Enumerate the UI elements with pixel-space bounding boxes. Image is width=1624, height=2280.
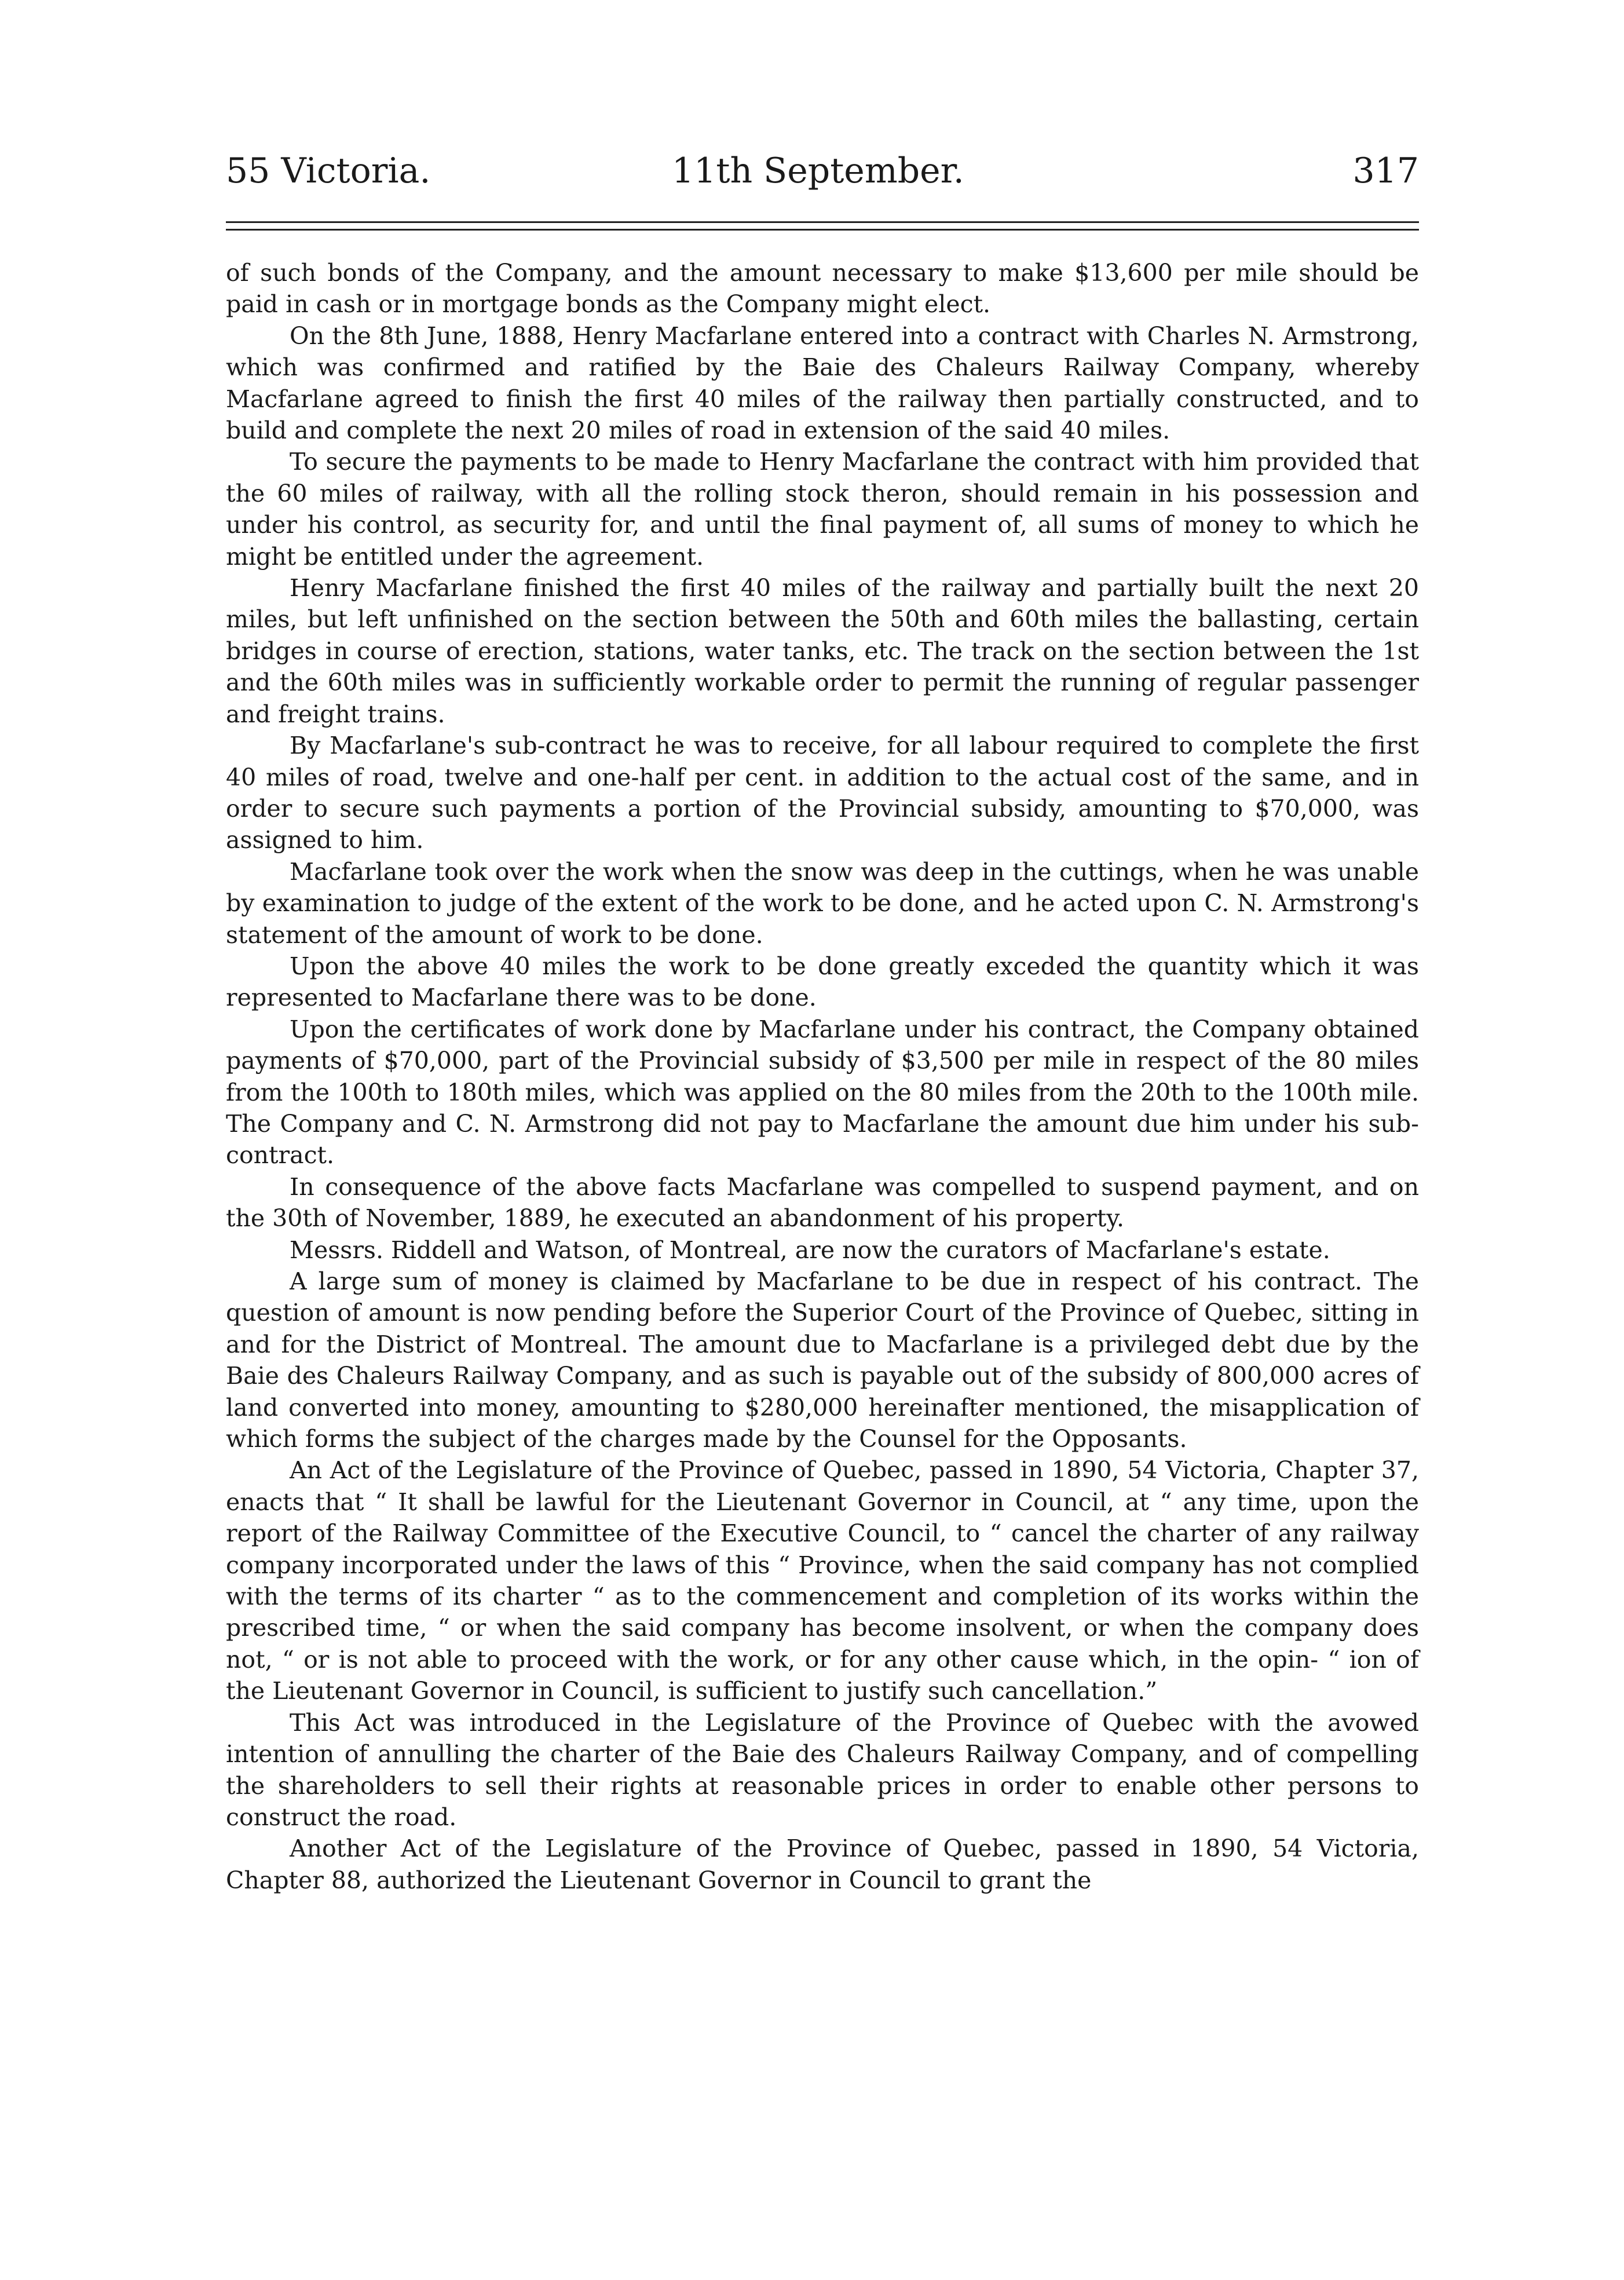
paragraph: In consequence of the above facts Macfarlane was compelled to suspend payment, and on the 30th of November, 1889, he executed an abandonment of his property.	[226, 1172, 1419, 1233]
header-session: 55 Victoria.	[226, 151, 431, 191]
paragraph-continued: of such bonds of the Company, and the amount necessary to make $13,600 per mile should be paid in cash or in mortgage bonds as the Company might elect.	[226, 259, 1419, 319]
document-page	[226, 145, 1419, 1896]
paragraph: Macfarlane took over the work when the snow was deep in the cuttings, when he was unable by examination to judge of the extent of the work to be done, and he acted upon C. N. Armstrong's statement of the amount of work to be done.	[226, 857, 1419, 949]
paragraph: By Macfarlane's sub-contract he was to receive, for all labour required to complete the first 40 miles of road, twelve and one-half per cent. in addition to the actual cost of the same, and in order to secure such payments a portion of the Provincial subsidy, amounting to $70,000, was assigned to him.	[226, 732, 1419, 854]
paragraph: On the 8th June, 1888, Henry Macfarlane entered into a contract with Charles N. Armstrong, which was confirmed and ratified by the Baie des Chaleurs Railway Company, whereby Macfarlane agreed to finish the first 40 miles of the railway then partially constructed, and to build and complete the next 20 miles of road in extension of the said 40 miles.	[226, 321, 1419, 445]
paragraph: Henry Macfarlane finished the first 40 miles of the railway and partially built the next 20 miles, but left unfinished on the section between the 50th and 60th miles the ballasting, certain bridges in course of erection, stations, water tanks, etc. The track on the section between the 1st and the 60th miles was in sufficiently workable order to permit the running of regular passenger and freight trains.	[226, 574, 1419, 728]
header-date: 11th September.	[672, 151, 964, 191]
paragraph: An Act of the Legislature of the Province of Quebec, passed in 1890, 54 Victoria, Chapter 37, enacts that “ It shall be lawful for the Lieutenant Governor in Council, at “ any time, upon the report of the Railway Committee of the Executive Council, to “ cancel the charter of any railway company incorporated under the laws of this “ Province, when the said company has not complied with the terms of its charter “ as to the commencement and completion of its works within the prescribed time, “ or when the said company has become insolvent, or when the company does not, “ or is not able to proceed with the work, or for any other cause which, in the opin- “ ion of the Lieutenant Governor in Council, is sufficient to justify such cancellation.”	[226, 1456, 1419, 1705]
paragraph: A large sum of money is claimed by Macfarlane to be due in respect of his contract. The question of amount is now pending before the Superior Court of the Province of Quebec, sitting in and for the District of Montreal. The amount due to Macfarlane is a privileged debt due by the Baie des Chaleurs Railway Company, and as such is payable out of the subsidy of 800,000 acres of land converted into money, amounting to $280,000 hereinafter mentioned, the misapplication of which forms the subject of the charges made by the Counsel for the Opposants.	[226, 1267, 1419, 1453]
paragraph: To secure the payments to be made to Henry Macfarlane the contract with him provided that the 60 miles of railway, with all the rolling stock theron, should remain in his possession and under his control, as security for, and until the final payment of, all sums of money to which he might be entitled under the agreement.	[226, 448, 1419, 571]
paragraph: Upon the above 40 miles the work to be done greatly exceded the quantity which it was represented to Macfarlane there was to be done.	[226, 952, 1419, 1012]
paragraph: Upon the certificates of work done by Macfarlane under his contract, the Company obtained payments of $70,000, part of the Provincial subsidy of $3,500 per mile in respect of the 80 miles from the 100th to 180th miles, which was applied on the 80 miles from the 20th to the 100th mile. The Company and C. N. Armstrong did not pay to Macfarlane the amount due him under his sub-contract.	[226, 1015, 1419, 1170]
header-rule	[226, 221, 1419, 223]
paragraph: Another Act of the Legislature of the Province of Quebec, passed in 1890, 54 Victoria, Chapter 88, authorized the Lieutenant Governor in Council to grant the	[226, 1835, 1419, 1894]
page-number: 317	[1352, 151, 1419, 191]
paragraph: Messrs. Riddell and Watson, of Montreal, are now the curators of Macfarlane's estate.	[290, 1236, 1330, 1264]
header-rule-second	[226, 229, 1419, 231]
paragraph: This Act was introduced in the Legislature of the Province of Quebec with the avowed intention of annulling the charter of the Baie des Chaleurs Railway Company, and of compelling the shareholders to sell their rights at reasonable prices in order to enable other persons to construct the road.	[226, 1708, 1419, 1831]
body-text	[226, 257, 1419, 1896]
running-head	[226, 145, 1419, 197]
